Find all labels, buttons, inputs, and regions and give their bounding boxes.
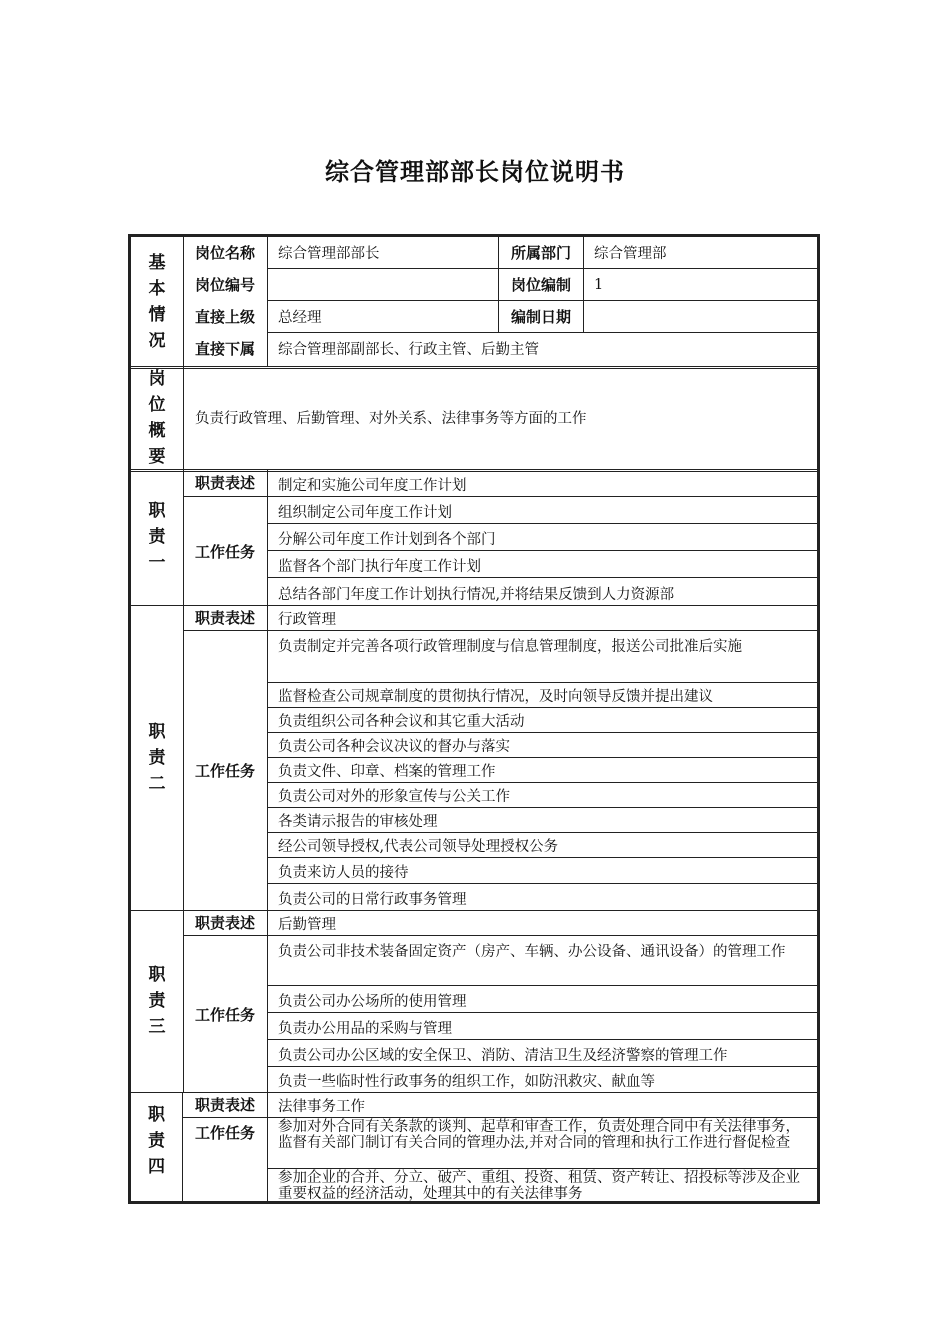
field-value: 总经理 [268,301,499,332]
list-item: 负责公司对外的形象宣传与公关工作 [268,783,817,808]
list-item: 负责公司非技术装备固定资产（房产、车辆、办公设备、通讯设备）的管理工作 [268,936,817,986]
section-label: 职责一 [131,469,184,605]
field-label: 所属部门 [499,237,584,268]
list-item: 监督各个部门执行年度工作计划 [268,551,817,578]
table-row [194,269,817,301]
section-label: 基本情况 [131,237,184,366]
field-value: 1 [594,276,604,293]
tasks-label: 工作任务 [183,936,268,1092]
field-value [584,301,817,332]
section-duty-1 [131,469,817,606]
field-value: 综合管理部部长 [268,237,499,268]
list-item: 负责公司各种会议决议的督办与落实 [268,733,817,758]
duty-statement: 后勤管理 [268,910,817,936]
section-duty-4 [131,1092,817,1201]
field-value [268,269,499,300]
list-item: 经公司领导授权,代表公司领导处理授权公务 [268,833,817,858]
statement-label: 职责表述 [183,1092,268,1118]
statement-label: 职责表述 [183,605,268,631]
list-item: 负责文件、印章、档案的管理工作 [268,758,817,783]
statement-label: 职责表述 [183,469,268,497]
list-item: 负责一些临时性行政事务的组织工作，如防汛救灾、献血等 [278,1074,655,1090]
duty-statement: 行政管理 [268,605,817,631]
list-item: 各类请示报告的审核处理 [268,808,817,833]
section-basic [131,237,817,369]
list-item: 参加企业的合并、分立、破产、重组、投资、租赁、资产转让、招投标等涉及企业重要权益的经济活动，处理其中的有关法律事务 [278,1170,800,1202]
field-label: 岗位编号 [183,269,268,300]
section-label: 职责二 [131,605,184,910]
list-item: 负责公司的日常行政事务管理 [278,892,467,908]
section-duty-3 [131,910,817,1093]
list-item: 负责来访人员的接待 [268,858,817,884]
field-label: 岗位名称 [183,237,268,268]
field-value: 综合管理部副部长、行政主管、后勤主管 [278,341,539,358]
summary-text: 负责行政管理、后勤管理、对外关系、法律事务等方面的工作 [195,411,587,427]
section-duty-2 [131,605,817,911]
field-value: 综合管理部 [594,246,667,262]
list-item: 组织制定公司年度工作计划 [268,497,817,524]
table-row [194,237,817,269]
field-label: 直接下属 [183,333,268,363]
table-row [194,301,817,333]
list-item: 负责制定并完善各项行政管理制度与信息管理制度，报送公司批准后实施 [268,631,817,683]
list-item: 负责组织公司各种会议和其它重大活动 [268,708,817,733]
section-summary [131,366,817,472]
list-item: 负责公司办公区域的安全保卫、消防、清洁卫生及经济警察的管理工作 [268,1040,817,1067]
list-item: 负责公司办公场所的使用管理 [268,986,817,1013]
tasks-label: 工作任务 [183,1118,268,1201]
field-label: 岗位编制 [499,269,584,300]
page-title: 综合管理部部长岗位说明书 [325,158,625,186]
list-item: 负责办公用品的采购与管理 [268,1013,817,1040]
table-row [194,333,817,363]
tasks-label: 工作任务 [183,497,268,605]
tasks-label: 工作任务 [183,631,268,910]
list-item: 总结各部门年度工作计划执行情况,并将结果反馈到人力资源部 [278,587,675,603]
job-description-table [128,234,820,1204]
list-item: 监督检查公司规章制度的贯彻执行情况，及时向领导反馈并提出建议 [268,683,817,708]
section-label: 职责四 [131,1092,183,1201]
statement-label: 职责表述 [183,910,268,936]
section-label: 职责三 [131,910,184,1092]
duty-statement: 制定和实施公司年度工作计划 [268,469,817,497]
field-label: 编制日期 [499,301,584,332]
field-label: 直接上级 [183,301,268,332]
list-item: 分解公司年度工作计划到各个部门 [268,524,817,551]
list-item: 参加对外合同有关条款的谈判、起草和审查工作，负责处理合同中有关法律事务，监督有关部门制订有关合同的管理办法,并对合同的管理和执行工作进行督促检查 [268,1118,817,1169]
duty-statement: 法律事务工作 [268,1092,817,1118]
section-label: 岗位概要 [131,366,184,469]
